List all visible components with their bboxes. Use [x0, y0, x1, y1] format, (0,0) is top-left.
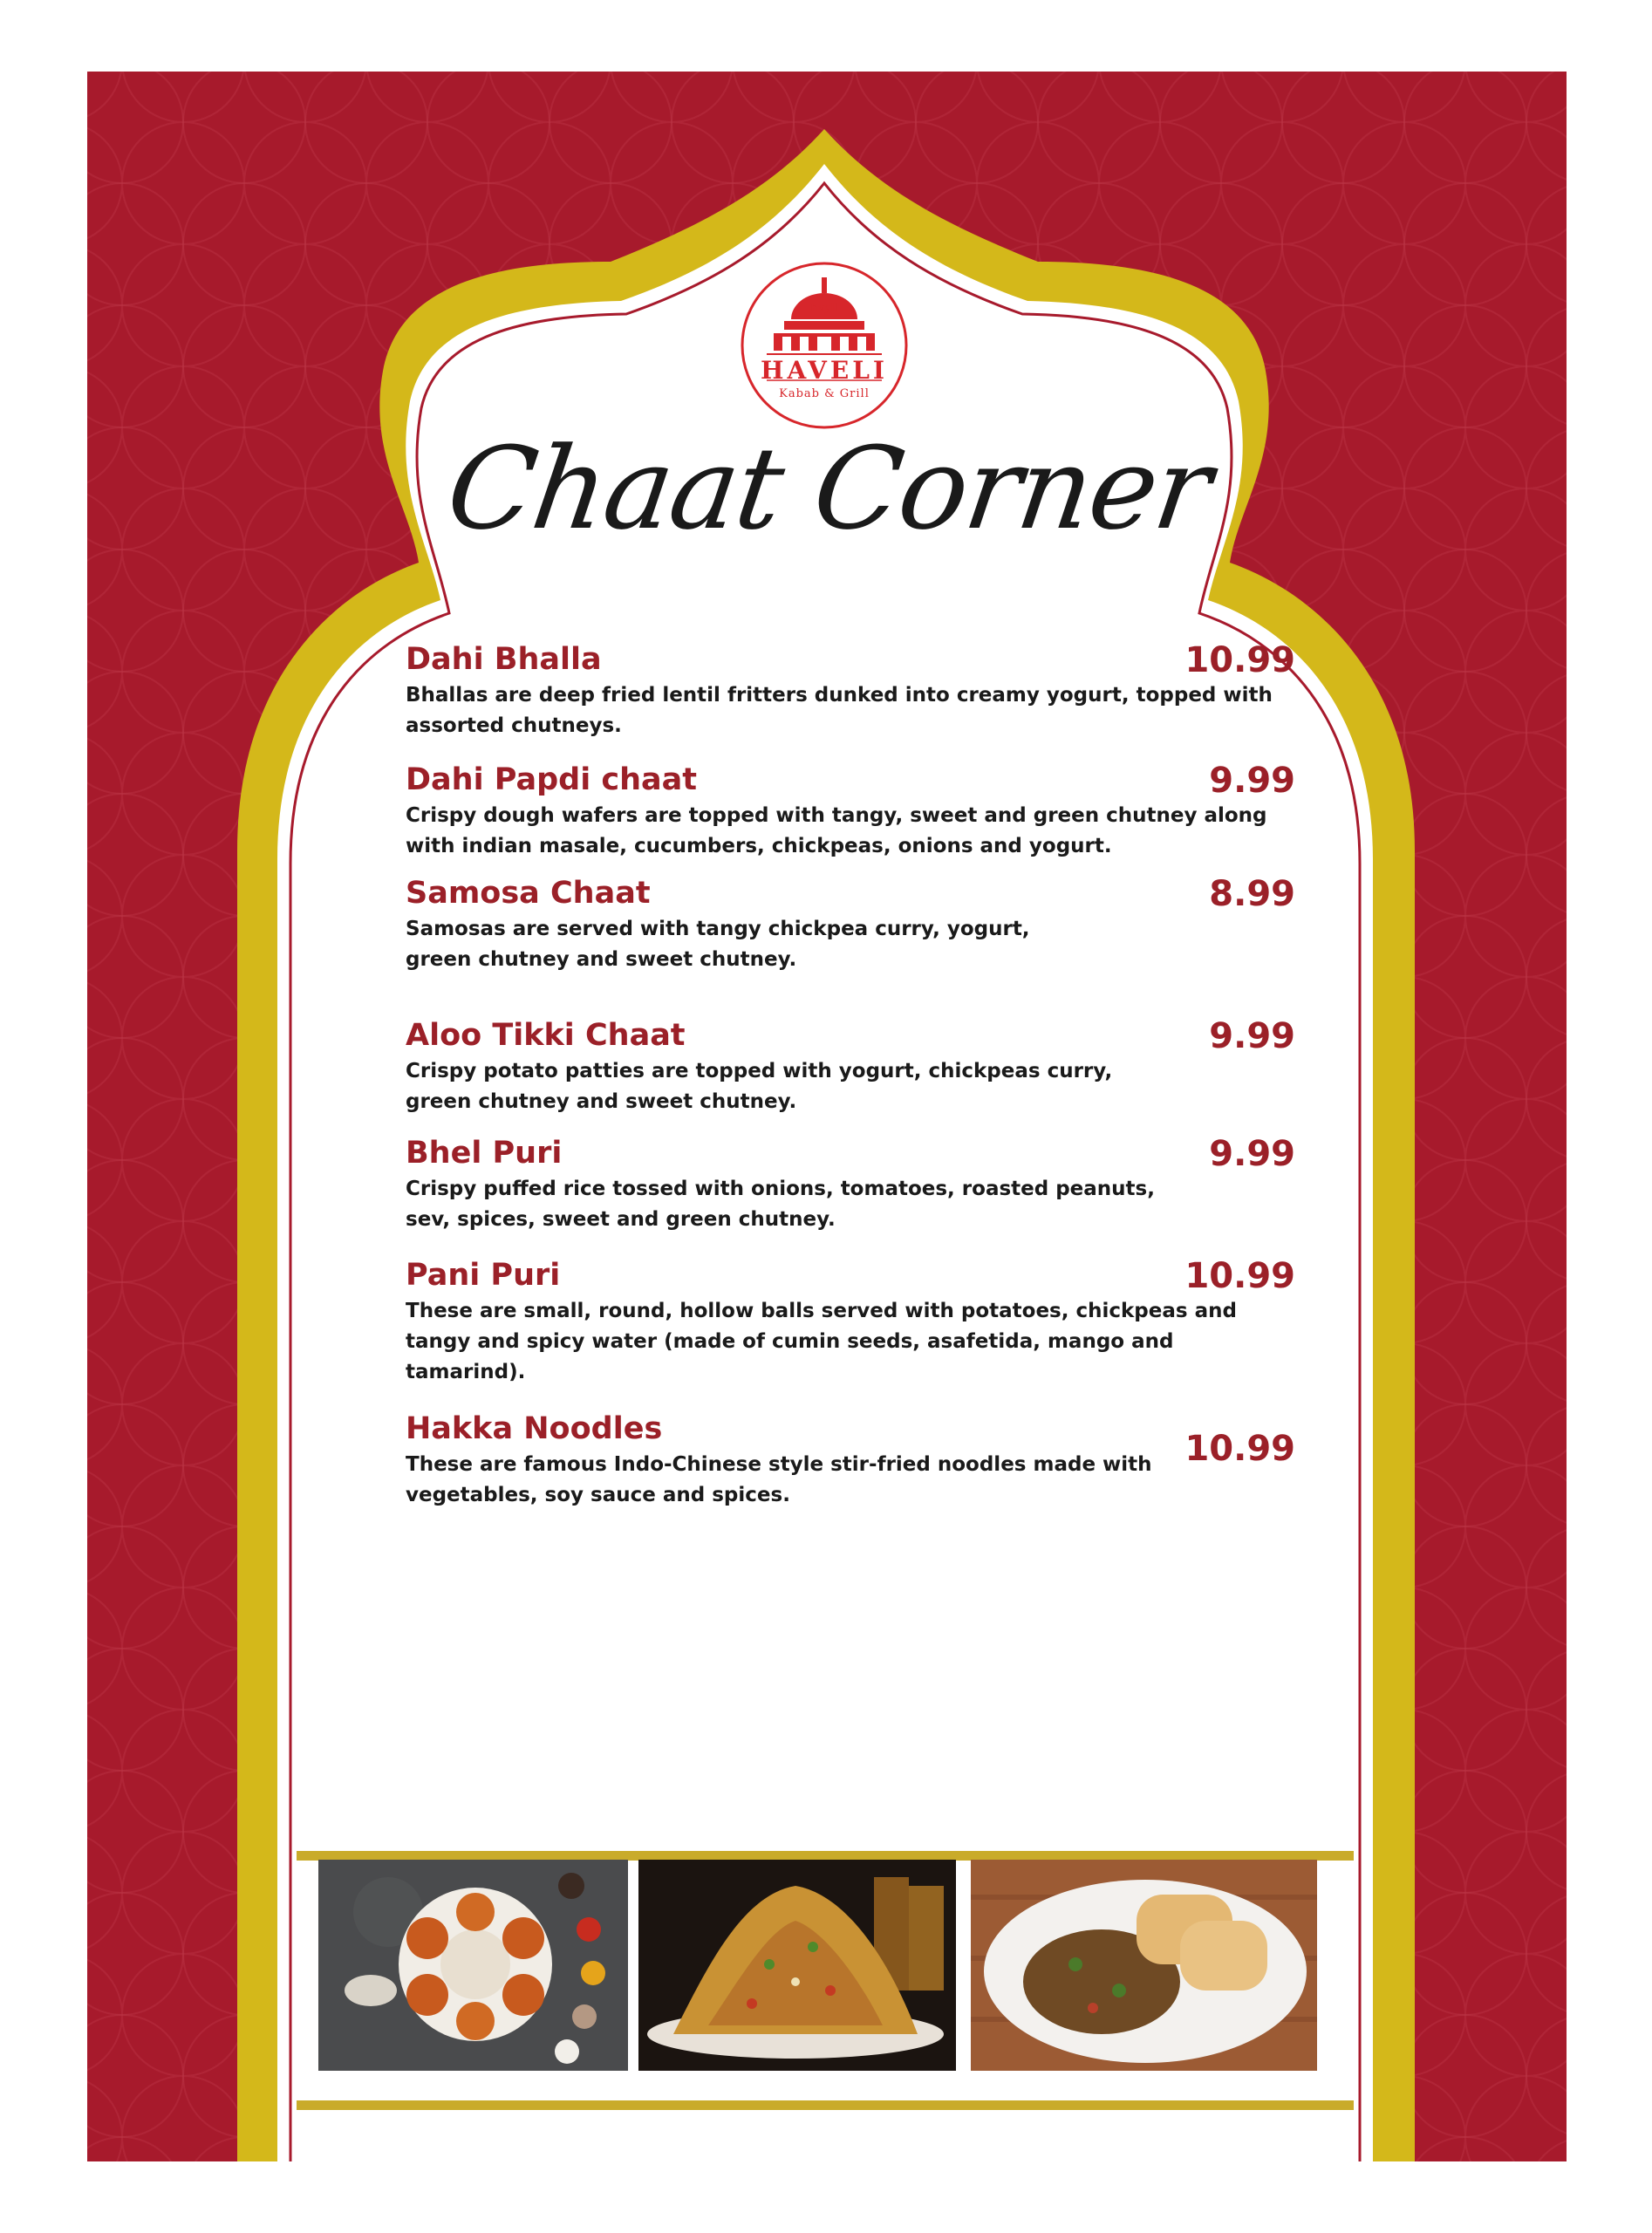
- menu-title: Chaat Corner: [440, 422, 1218, 555]
- item-description: Samosas are served with tangy chickpea curry, yogurt, green chutney and sweet chutney.: [406, 918, 1030, 971]
- item-price: 8.99: [1209, 874, 1295, 914]
- menu-item: [406, 761, 1295, 862]
- item-description: These are small, round, hollow balls served with potatoes, chickpeas and tangy and spicy water (made of cumin seeds, asafetida, mango and tamarind).: [406, 1300, 1237, 1383]
- item-price: 9.99: [1209, 1016, 1295, 1056]
- item-name: Dahi Bhalla: [406, 642, 602, 677]
- logo-name: HAVELI: [761, 356, 888, 385]
- item-price: 10.99: [1184, 1429, 1295, 1469]
- item-price: 10.99: [1184, 640, 1295, 680]
- gold-band-bottom: [297, 2100, 1354, 2110]
- item-name: Hakka Noodles: [406, 1411, 663, 1446]
- item-name: Dahi Papdi chaat: [406, 762, 698, 797]
- item-name: Pani Puri: [406, 1258, 561, 1293]
- menu-item: [406, 1410, 1295, 1511]
- menu-item: [406, 1016, 1295, 1117]
- menu-item: [406, 874, 1295, 975]
- bhel-puri-photo: [638, 1860, 956, 2071]
- pav-bhaji-photo: [971, 1860, 1317, 2071]
- pav-bhaji-icon: [971, 1860, 1317, 2071]
- item-description: Crispy dough wafers are topped with tangy, sweet and green chutney along with indian masale, cucumbers, chickpeas, onions and yogurt.: [406, 804, 1267, 857]
- aloo-tikki-plate-photo: [318, 1860, 628, 2071]
- item-price: 9.99: [1209, 1134, 1295, 1174]
- logo-subtitle: Kabab & Grill: [779, 387, 870, 400]
- item-description: Crispy potato patties are topped with yogurt, chickpeas curry, green chutney and sweet chutney.: [406, 1060, 1113, 1113]
- item-price: 10.99: [1184, 1256, 1295, 1296]
- brand-logo: [737, 258, 911, 433]
- item-description: Crispy puffed rice tossed with onions, tomatoes, roasted peanuts, sev, spices, sweet and green chutney.: [406, 1178, 1155, 1231]
- logo-small-text: hvyll: [810, 302, 838, 315]
- menu-item: [406, 1256, 1295, 1388]
- bhel-puri-icon: [638, 1860, 956, 2071]
- aloo-tikki-plate-icon: [318, 1860, 628, 2071]
- item-description: Bhallas are deep fried lentil fritters dunked into creamy yogurt, topped with assorted chutneys.: [406, 684, 1273, 737]
- menu-item: [406, 1134, 1295, 1235]
- item-name: Aloo Tikki Chaat: [406, 1018, 686, 1053]
- item-name: Bhel Puri: [406, 1136, 563, 1171]
- item-price: 9.99: [1209, 761, 1295, 801]
- item-description: These are famous Indo-Chinese style stir-fried noodles made with vegetables, soy sauce and spices.: [406, 1453, 1152, 1506]
- menu-item: [406, 640, 1295, 741]
- item-name: Samosa Chaat: [406, 876, 651, 911]
- logo-emblem-icon: [737, 258, 911, 433]
